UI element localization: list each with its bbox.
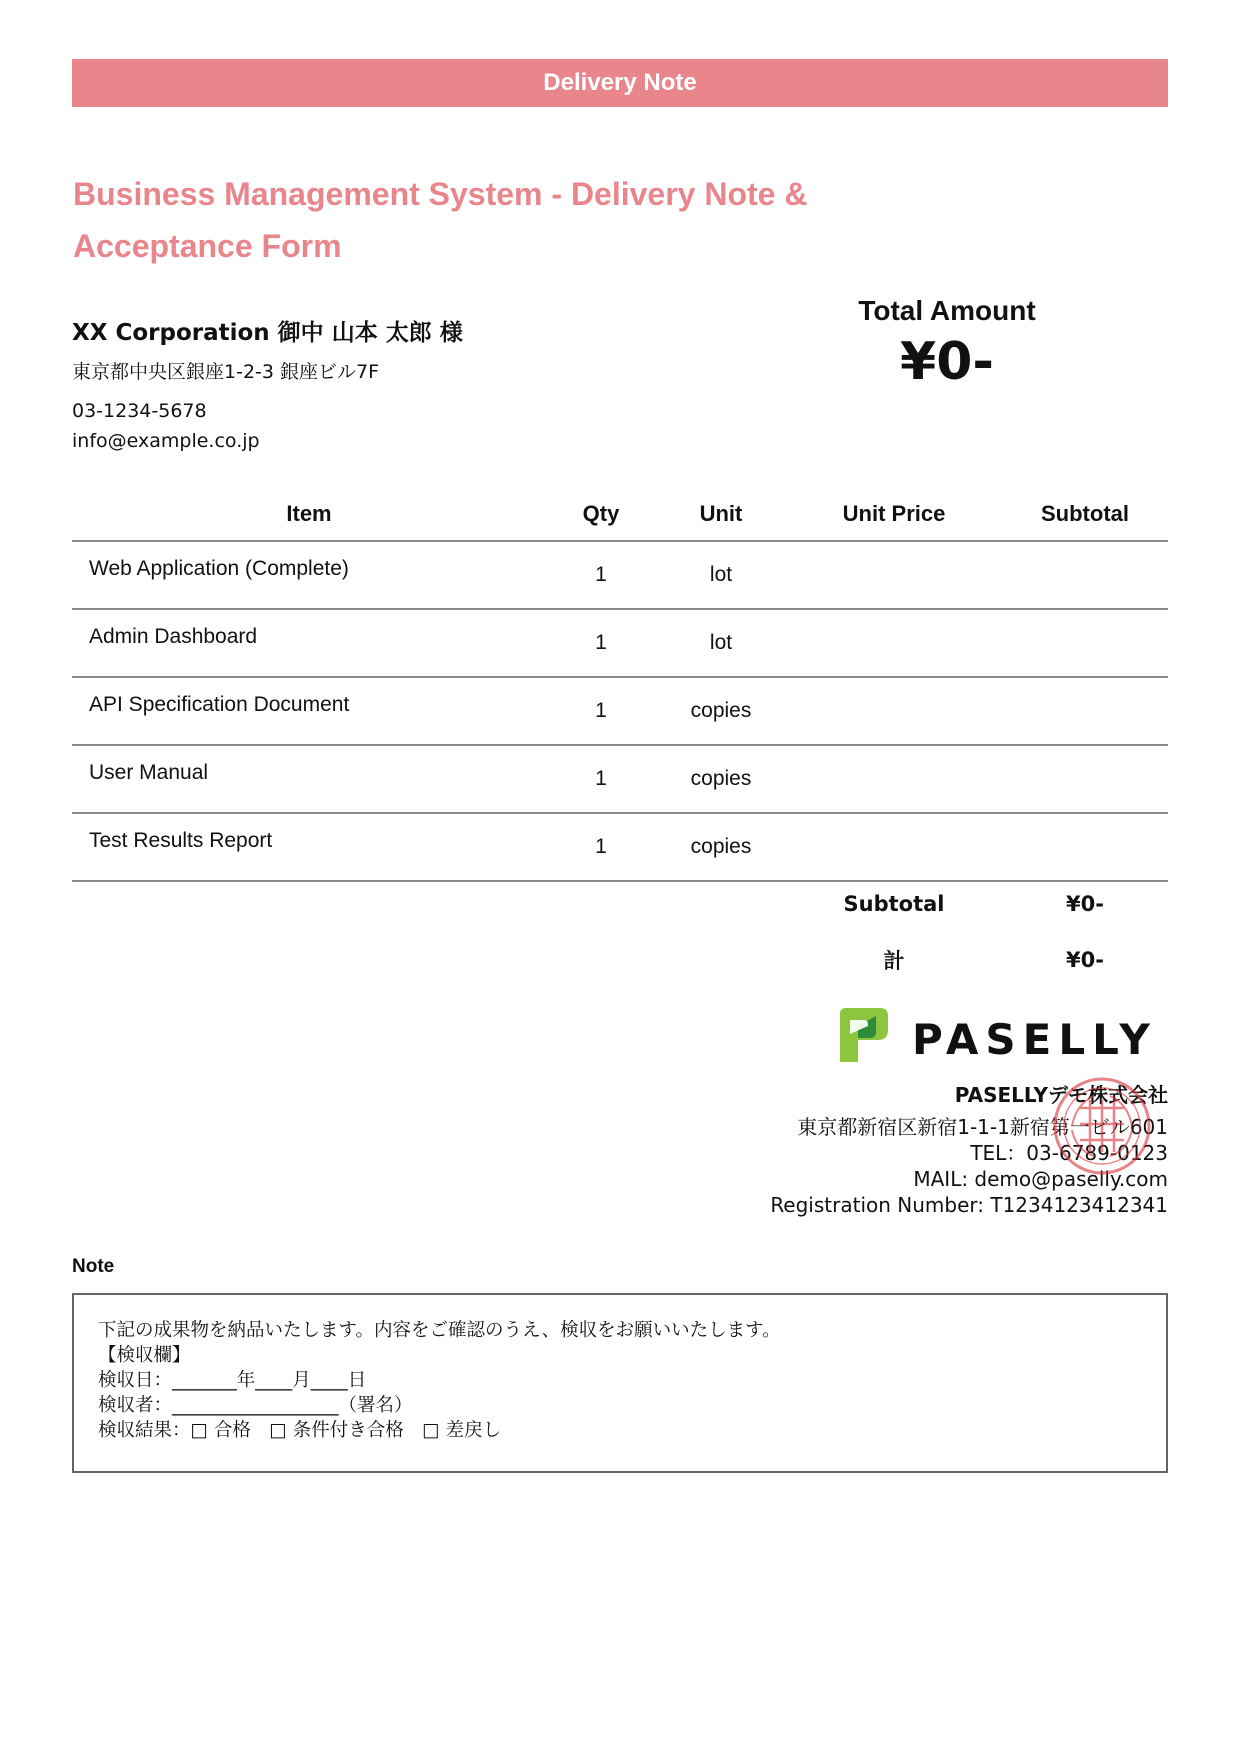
table-row <box>72 813 1168 881</box>
item-name: Test Results Report <box>72 813 546 881</box>
subtotal-label: Subtotal <box>843 892 945 916</box>
issuer-address: 東京都新宿区新宿1-1-1新宿第一ビル601 <box>797 1115 1168 1139</box>
note-label: Note <box>72 1256 115 1277</box>
grand-total-value: ¥0- <box>1066 948 1104 972</box>
table-row <box>72 677 1168 745</box>
subtotal-value: ¥0- <box>1066 892 1104 916</box>
item-name: User Manual <box>72 745 546 813</box>
totals-summary <box>786 876 1168 988</box>
item-subtotal <box>1002 541 1168 609</box>
client-email: info@example.co.jp <box>72 430 260 452</box>
item-unit: copies <box>656 745 786 813</box>
client-phone: 03-1234-5678 <box>72 400 207 422</box>
client-name: XX Corporation 御中 山本 太郎 様 <box>72 320 463 346</box>
note-line: 検収者：__________________（署名） <box>98 1395 413 1416</box>
item-subtotal <box>1002 813 1168 881</box>
item-qty: 1 <box>546 677 656 745</box>
column-header-item: Item <box>72 488 546 541</box>
item-name: API Specification Document <box>72 677 546 745</box>
company-seal-stamp <box>1050 1074 1154 1178</box>
item-qty: 1 <box>546 541 656 609</box>
client-address: 東京都中央区銀座1-2-3 銀座ビル7F <box>72 361 380 383</box>
issuer-company-name: PASELLYデモ株式会社 <box>954 1083 1168 1107</box>
note-box <box>72 1293 1168 1473</box>
document-type-banner: Delivery Note <box>72 59 1168 107</box>
item-unit: copies <box>656 813 786 881</box>
grand-total-row <box>786 932 1168 988</box>
column-header-unit: Unit <box>656 488 786 541</box>
item-name: Admin Dashboard <box>72 609 546 677</box>
item-subtotal <box>1002 609 1168 677</box>
item-unit: lot <box>656 609 786 677</box>
document-title: Business Management System - Delivery Note & Acceptance Form <box>73 176 808 264</box>
item-qty: 1 <box>546 745 656 813</box>
logo-wordmark: PASELLY <box>912 1015 1157 1064</box>
note-line: 検収日：_______年____月____日 <box>98 1370 367 1391</box>
issuer-registration-number: Registration Number: T1234123412341 <box>770 1193 1168 1217</box>
item-subtotal <box>1002 745 1168 813</box>
column-header-unit-price: Unit Price <box>786 488 1002 541</box>
item-qty: 1 <box>546 813 656 881</box>
paselly-logo <box>836 1004 1170 1066</box>
item-unit-price <box>786 609 1002 677</box>
subtotal-row <box>786 876 1168 932</box>
item-unit-price <box>786 677 1002 745</box>
note-line: 【検収欄】 <box>98 1345 191 1366</box>
total-amount-value: ¥0- <box>900 332 994 392</box>
note-line: 下記の成果物を納品いたします。内容をご確認のうえ、検収をお願いいたします。 <box>98 1320 781 1341</box>
item-name: Web Application (Complete) <box>72 541 546 609</box>
note-line: 検収結果：□ 合格 □ 条件付き合格 □ 差戻し <box>98 1420 502 1441</box>
item-unit-price <box>786 541 1002 609</box>
issuer-mail: MAIL: demo@paselly.com <box>913 1167 1168 1191</box>
logo-mark-icon <box>840 1008 888 1062</box>
table-row <box>72 609 1168 677</box>
note-content <box>98 1318 781 1443</box>
total-amount-box <box>800 293 1094 395</box>
item-unit-price <box>786 813 1002 881</box>
item-unit-price <box>786 745 1002 813</box>
column-header-subtotal: Subtotal <box>1002 488 1168 541</box>
item-qty: 1 <box>546 609 656 677</box>
table-row <box>72 745 1168 813</box>
item-unit: lot <box>656 541 786 609</box>
grand-total-label: 計 <box>883 949 905 973</box>
table-header-row <box>72 488 1168 541</box>
item-unit: copies <box>656 677 786 745</box>
items-table <box>72 488 1168 882</box>
total-amount-label: Total Amount <box>858 295 1036 326</box>
table-row <box>72 541 1168 609</box>
issuer-tel: TEL：03-6789-0123 <box>970 1141 1168 1165</box>
item-subtotal <box>1002 677 1168 745</box>
client-info <box>72 313 632 456</box>
column-header-qty: Qty <box>546 488 656 541</box>
